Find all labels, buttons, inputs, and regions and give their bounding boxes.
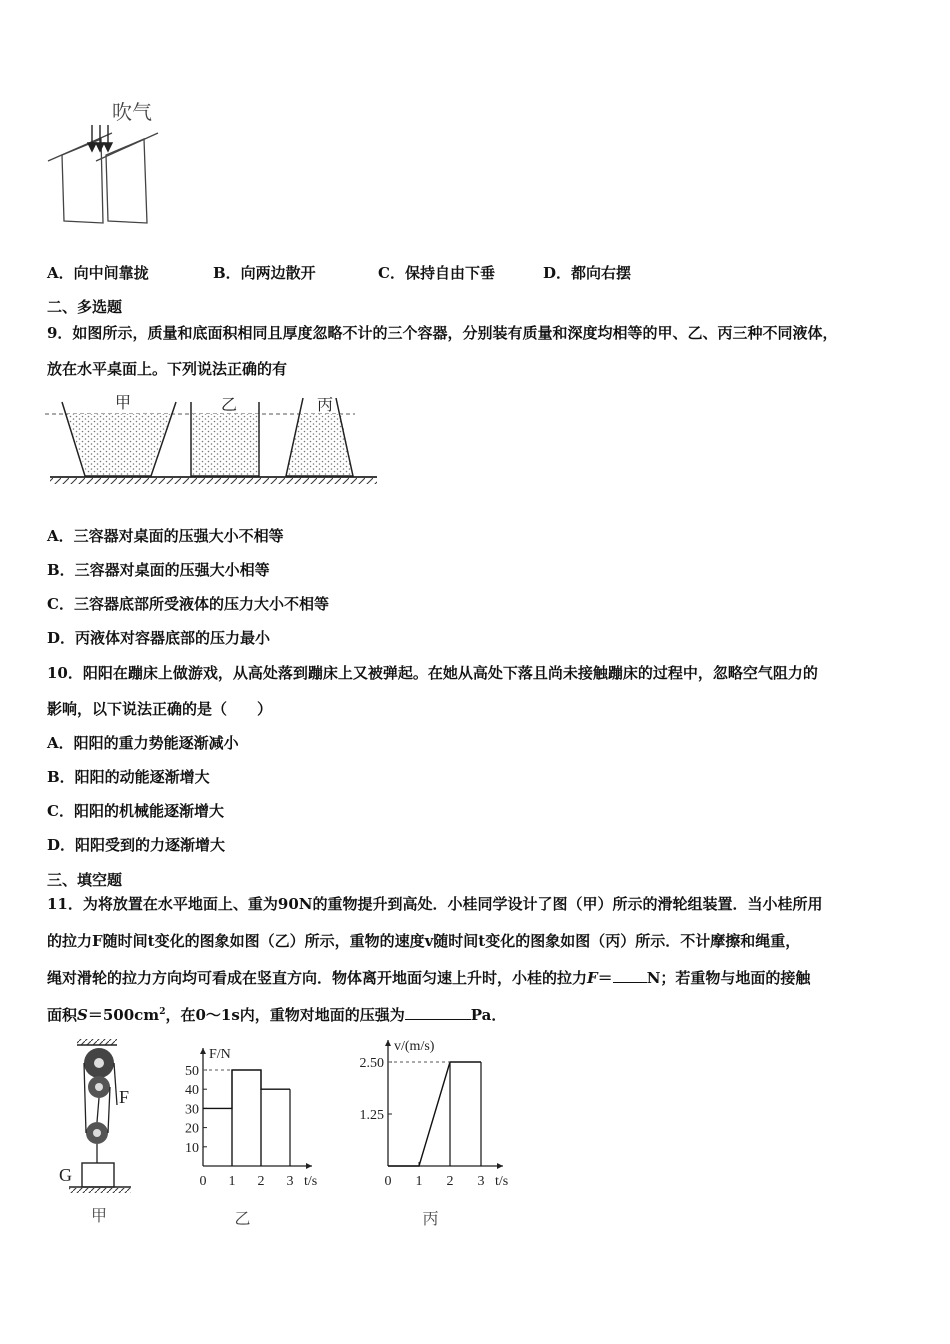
y-tick-label: 30: [185, 1102, 199, 1118]
q9-option-c[interactable]: C．三容器底部所受液体的压力大小不相等: [47, 595, 329, 613]
q10-option-d[interactable]: D．阳阳受到的力逐渐增大: [47, 836, 226, 854]
q10-stem-line2: 影响，以下说法正确的是（ ）: [47, 700, 273, 718]
q11-line3-tail: N；若重物与地面的接触: [646, 969, 811, 987]
force-label: F: [119, 1087, 130, 1107]
container-label-jia: 甲: [115, 395, 132, 412]
container-label-yi: 乙: [221, 397, 238, 414]
q9-stem-line1: 9．如图所示，质量和底面积相同且厚度忽略不计的三个容器，分别装有质量和深度均相等的甲、乙、丙三种不同液体，: [47, 324, 838, 342]
containers-figure: [45, 390, 385, 490]
velocity-time-chart: [350, 1040, 520, 1235]
container-label-bing: 丙: [317, 397, 334, 414]
x-tick-label: 2: [446, 1174, 454, 1189]
q11-stem-line3: [47, 967, 810, 988]
x-tick-label: 2: [257, 1174, 265, 1189]
q11-stem-line4: [47, 1004, 506, 1025]
x-axis-label: t/s: [304, 1174, 318, 1189]
blow-label: 吹气: [112, 102, 152, 124]
y-tick-label: 1.25: [359, 1108, 384, 1123]
q10-stem-line1: 10．阳阳在蹦床上做游戏，从高处落到蹦床上又被弹起。在她从高处下落且尚未接触蹦床的过程中，忽略空气阻力的: [47, 664, 818, 682]
y-tick-label: 50: [185, 1064, 199, 1079]
paper-sheets-figure: [40, 95, 180, 235]
x-tick-label: 1: [228, 1174, 236, 1189]
q9-option-b[interactable]: B．三容器对桌面的压强大小相等: [47, 561, 270, 579]
x-tick-label: 0: [384, 1174, 392, 1189]
y-tick-label: 10: [185, 1140, 199, 1156]
q11-line4-mid: ，在0～1s内，重物对地面的压强为: [165, 1006, 405, 1024]
q11-line3-text: 绳对滑轮的拉力方向均可看成在竖直方向．物体离开地面匀速上升时，小桂的拉力: [47, 969, 588, 987]
x-axis-label: t/s: [495, 1174, 509, 1189]
y-axis-label: F/N: [209, 1047, 231, 1062]
force-time-chart: [175, 1040, 335, 1235]
q9-stem-line2: 放在水平桌面上。下列说法正确的有: [47, 360, 288, 378]
section-heading-fill-in: 三、填空题: [47, 871, 123, 889]
q10-option-c[interactable]: C．阳阳的机械能逐渐增大: [47, 802, 224, 820]
y-tick-label: 2.50: [359, 1056, 384, 1071]
section-heading-multiple-choice: 二、多选题: [47, 298, 123, 316]
q11-stem-line1: 11．为将放置在水平地面上、重为90N的重物提升到高处．小桂同学设计了图（甲）所示的滑轮组装置．当小桂所用: [47, 895, 823, 913]
q10-option-a[interactable]: A．阳阳的重力势能逐渐减小: [47, 734, 239, 752]
series-line: [203, 1070, 290, 1108]
answer-blank-pressure[interactable]: [405, 1005, 471, 1020]
x-tick-label: 3: [477, 1174, 485, 1189]
q9-option-a[interactable]: A．三容器对桌面的压强大小不相等: [47, 527, 284, 545]
series-line: [388, 1062, 481, 1166]
q8-option-b[interactable]: B．向两边散开: [213, 264, 316, 282]
weight-label: G: [59, 1165, 72, 1185]
caption-jia: 甲: [91, 1208, 108, 1225]
q11-area-exponent: 2: [159, 1007, 166, 1017]
x-tick-label: 3: [286, 1174, 294, 1189]
q8-option-c[interactable]: C．保持自由下垂: [378, 264, 495, 282]
y-axis-arrow: [200, 1048, 206, 1054]
y-axis-label: v/(m/s): [394, 1040, 435, 1054]
q9-option-d[interactable]: D．丙液体对容器底部的压力最小: [47, 629, 271, 647]
q11-line4-unit: Pa．: [470, 1006, 507, 1024]
q11-line4-text: 面积: [47, 1006, 78, 1024]
q10-option-b[interactable]: B．阳阳的动能逐渐增大: [47, 768, 210, 786]
x-tick-label: 0: [199, 1174, 207, 1189]
q8-option-a[interactable]: A．向中间靠拢: [47, 264, 149, 282]
q8-option-d[interactable]: D．都向右摆: [543, 264, 632, 282]
x-tick-label: 1: [415, 1174, 423, 1189]
chart-caption: 乙: [234, 1211, 251, 1228]
q11-var-f: F: [587, 969, 598, 987]
y-tick-label: 20: [185, 1121, 199, 1137]
pulley-figure: [55, 1035, 145, 1235]
y-axis-arrow: [385, 1040, 391, 1046]
answer-blank-force[interactable]: [613, 968, 647, 983]
q11-var-s: S: [77, 1006, 88, 1024]
q11-equals: ＝: [597, 969, 613, 987]
y-tick-label: 40: [185, 1083, 199, 1099]
x-axis-arrow: [497, 1163, 503, 1169]
q11-area-value: ＝500cm: [87, 1006, 160, 1024]
chart-caption: 丙: [422, 1211, 439, 1228]
arrow-down-icon: [88, 125, 112, 151]
x-axis-arrow: [306, 1163, 312, 1169]
q11-stem-line2: 的拉力F随时间t变化的图象如图（乙）所示，重物的速度v随时间t变化的图象如图（丙）所示．不计摩擦和绳重，: [47, 932, 801, 950]
